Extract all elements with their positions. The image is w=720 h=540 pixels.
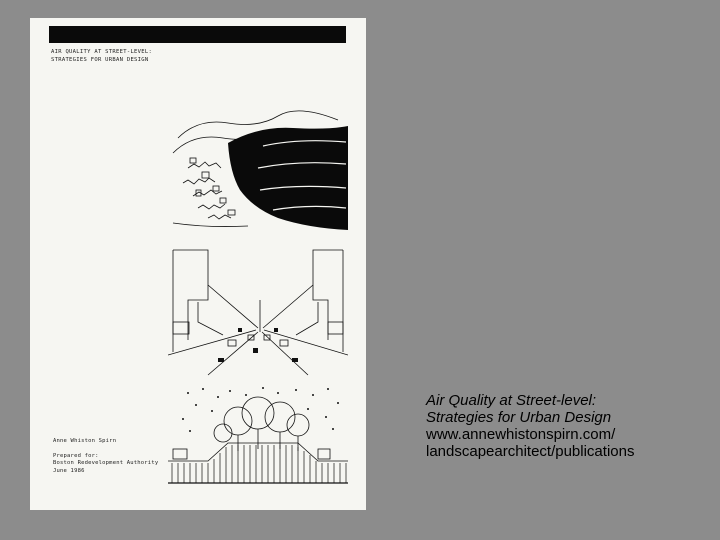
client-name: Boston Redevelopment Authority xyxy=(53,460,159,466)
street-canyon-illustration xyxy=(168,240,348,380)
author-name: Anne Whiston Spirn xyxy=(53,438,117,444)
cover-title-line-1: AIR QUALITY AT STREET-LEVEL: xyxy=(51,49,153,55)
caption-url-line-1: www.annewhistonspirn.com/ xyxy=(426,426,616,443)
cover-title-bar xyxy=(49,26,346,43)
vegetated-berm-illustration xyxy=(168,383,348,488)
cover-title xyxy=(51,48,152,64)
cover-title-line-2: STRATEGIES FOR URBAN DESIGN xyxy=(51,57,149,63)
caption-title-line-1: Air Quality at Street-level: xyxy=(426,392,597,409)
caption-url-line-2: landscapearchitect/publications xyxy=(426,443,635,460)
slide-caption xyxy=(426,392,634,460)
report-cover xyxy=(30,18,366,510)
prepared-for-label: Prepared for: xyxy=(53,452,99,459)
cover-credits xyxy=(53,438,158,475)
aerial-harbor-illustration xyxy=(168,98,348,238)
publication-date: June 1986 xyxy=(53,467,85,474)
caption-title-line-2: Strategies for Urban Design xyxy=(426,409,612,426)
